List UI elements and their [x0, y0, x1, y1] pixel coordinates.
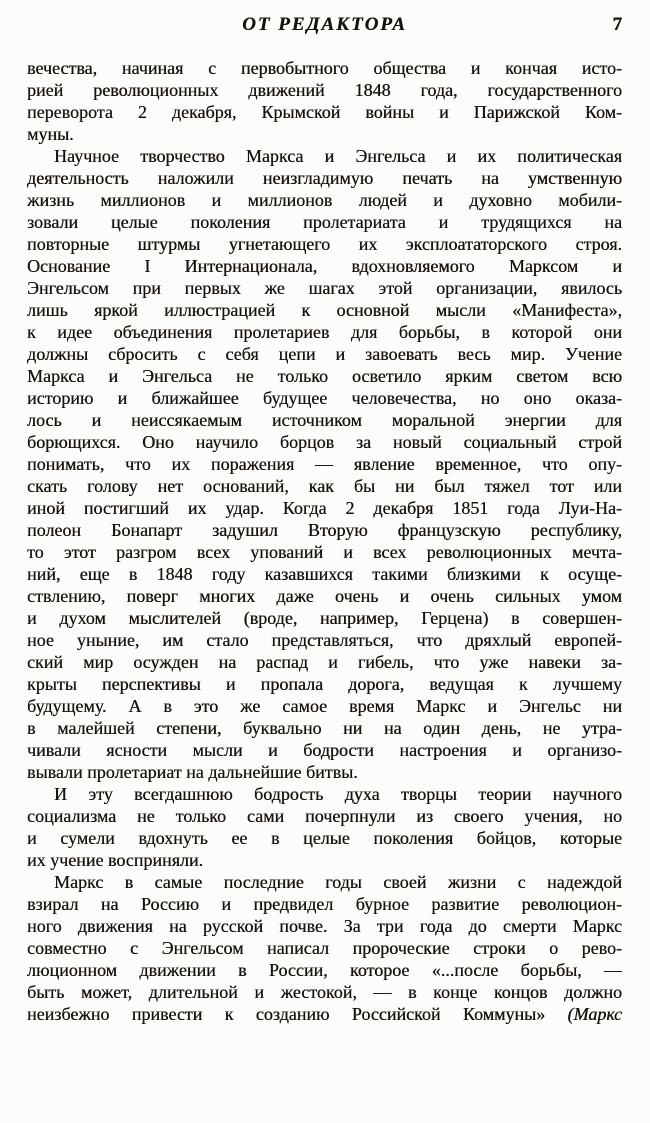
- text-line: лось и неиссякаемым источником моральной энергии для: [27, 410, 622, 430]
- text-line: повторные штурмы угнетающего их эксплоататорского строя.: [27, 234, 622, 254]
- page-number: 7: [612, 14, 622, 35]
- paragraph: [27, 783, 622, 871]
- text-line: историю и ближайшее будущее человечества, но оно оказа-: [27, 388, 622, 408]
- italic-text: (Маркс: [567, 1004, 622, 1024]
- text-line: И эту всегдашнюю бодрость духа творцы теории научного: [54, 784, 622, 804]
- text-line: ний, еще в 1848 году казавшихся такими близкими к осуще-: [27, 564, 622, 584]
- body-text: [27, 57, 622, 1025]
- text-line: ное уныние, им стало представляться, что дряхлый европей-: [27, 630, 622, 650]
- text-line: их учение восприняли.: [27, 850, 204, 870]
- text-line: Маркса и Энгельса не только осветило ярким светом всю: [27, 366, 622, 386]
- text-line: муны.: [27, 124, 74, 144]
- running-header: [27, 14, 622, 40]
- text-line: и сумели вдохнуть ее в целые поколения бойцов, которые: [27, 828, 622, 848]
- text-line: будущему. А в это же самое время Маркс и Энгельс ни: [27, 696, 622, 716]
- text-line: жизнь миллионов и миллионов людей и духовно мобили-: [27, 190, 622, 210]
- text-line: Маркс в самые последние годы своей жизни с надеждой: [54, 872, 622, 892]
- text-line: люционном движении в России, которое «...после борьбы, —: [27, 960, 622, 980]
- paragraph: [27, 57, 622, 145]
- text-line: должны сбросить с себя цепи и завоевать весь мир. Учение: [27, 344, 622, 364]
- text-line: Энгельсом при первых же шагах этой организации, явилось: [27, 278, 622, 298]
- text-line: иной постигший их удар. Когда 2 декабря 1851 года Луи-На-: [27, 498, 622, 518]
- text-line: Научное творчество Маркса и Энгельса и их политическая: [54, 146, 622, 166]
- text-line: борющихся. Оно научило борцов за новый социальный строй: [27, 432, 622, 452]
- paragraph: [27, 145, 622, 783]
- text-line: Основание I Интернационала, вдохновляемого Марксом и: [27, 256, 622, 276]
- text-line: переворота 2 декабря, Крымской войны и Парижской Ком-: [27, 102, 622, 122]
- text-line: полеон Бонапарт задушил Вторую французскую республику,: [27, 520, 622, 540]
- text-line: чивали ясности мысли и бодрости настроения и организо-: [27, 740, 622, 760]
- text-line: в малейшей степени, буквально ни на один день, не утра-: [27, 718, 622, 738]
- text-line: ствлению, поверг многих даже очень и очень сильных умом: [27, 586, 622, 606]
- text-line: вывали пролетариат на дальнейшие битвы.: [27, 762, 358, 782]
- text-line: понимать, что их поражения — явление временное, что опу-: [27, 454, 622, 474]
- page-title: ОТ РЕДАКТОРА: [242, 14, 407, 35]
- paragraph: [27, 871, 622, 1025]
- text-line: ский мир осужден на распад и гибель, что уже навеки за-: [27, 652, 622, 672]
- text-line: лишь яркой иллюстрацией к основной мысли «Манифеста»,: [27, 300, 622, 320]
- text-line: деятельность наложили неизгладимую печать на умственную: [27, 168, 622, 188]
- text-line: совместно с Энгельсом написал пророческие строки о рево-: [27, 938, 622, 958]
- text-line: крыты перспективы и пропала дорога, ведущая к лучшему: [27, 674, 622, 694]
- text-line: быть может, длительной и жестокой, — в конце концов должно: [27, 982, 622, 1002]
- text-line: взирал на Россию и предвидел бурное развитие революцион-: [27, 894, 622, 914]
- text-line: вечества, начиная с первобытного общества и кончая исто-: [27, 58, 622, 78]
- text-line: рией революционных движений 1848 года, государственного: [27, 80, 622, 100]
- text-line: и духом мыслителей (вроде, например, Герцена) в совершен-: [27, 608, 622, 628]
- text-line: социализма не только сами почерпнули из своего учения, но: [27, 806, 622, 826]
- text-line: неизбежно привести к созданию Российской Коммуны» (Маркс: [27, 1004, 622, 1024]
- text-line: к идее объединения пролетариев для борьбы, в которой они: [27, 322, 622, 342]
- text-line: скать голову нет оснований, как бы ни был тяжел тот или: [27, 476, 622, 496]
- text-line: зовали целые поколения пролетариата и трудящихся на: [27, 212, 622, 232]
- text-line: ного движения на русской почве. За три года до смерти Маркс: [27, 916, 622, 936]
- text-line: то этот разгром всех упований и всех революционных мечта-: [27, 542, 622, 562]
